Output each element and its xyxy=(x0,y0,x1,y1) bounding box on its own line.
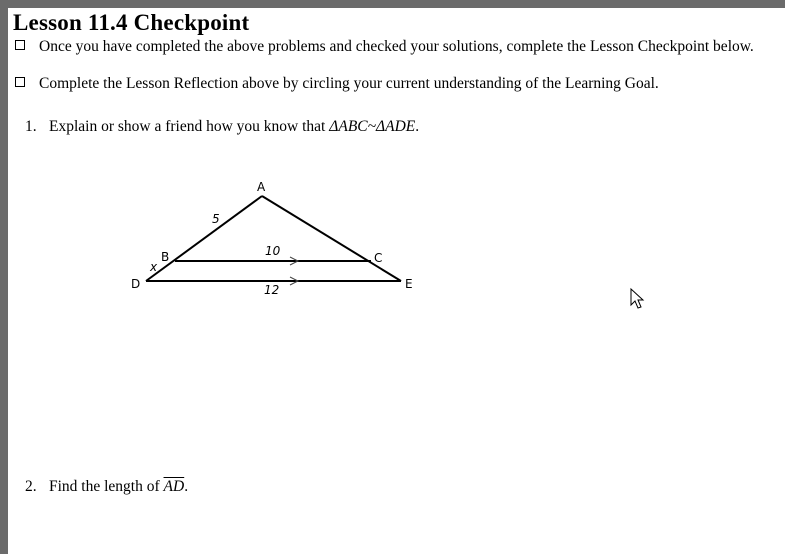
side-ad xyxy=(146,196,262,281)
vertex-label-b: B xyxy=(161,250,170,264)
vertex-label-e: E xyxy=(405,277,413,291)
side-label-bd: x xyxy=(150,260,158,274)
side-label-de: 12 xyxy=(264,283,280,297)
checklist-item-text: Once you have completed the above problems and checked your solutions, complete the Lesson Checkpoint below. xyxy=(39,38,754,55)
vertex-label-a: A xyxy=(257,180,266,194)
side-label-bc: 10 xyxy=(265,244,281,258)
question-text: Explain or show a friend how you know that xyxy=(49,118,330,135)
checklist-item-text: Complete the Lesson Reflection above by circling your current understanding of the Learning Goal. xyxy=(39,75,659,92)
question-number: 1. xyxy=(25,118,37,135)
similarity-statement: ΔABC~ΔADE xyxy=(329,118,416,135)
mouse-cursor-icon xyxy=(631,289,643,308)
vertex-label-c: C xyxy=(374,251,383,265)
segment-ad: $\overline{AD}$ xyxy=(163,478,185,495)
question-end: . xyxy=(184,478,189,495)
question-end: . xyxy=(415,118,420,135)
side-ae xyxy=(262,196,401,281)
question-text: Find the length of xyxy=(49,478,164,495)
side-label-ab: 5 xyxy=(212,212,220,226)
vertex-label-d: D xyxy=(131,277,141,291)
page-title: Lesson 11.4 Checkpoint xyxy=(13,10,250,35)
question-2 xyxy=(25,478,188,496)
question-number: 2. xyxy=(25,478,37,495)
